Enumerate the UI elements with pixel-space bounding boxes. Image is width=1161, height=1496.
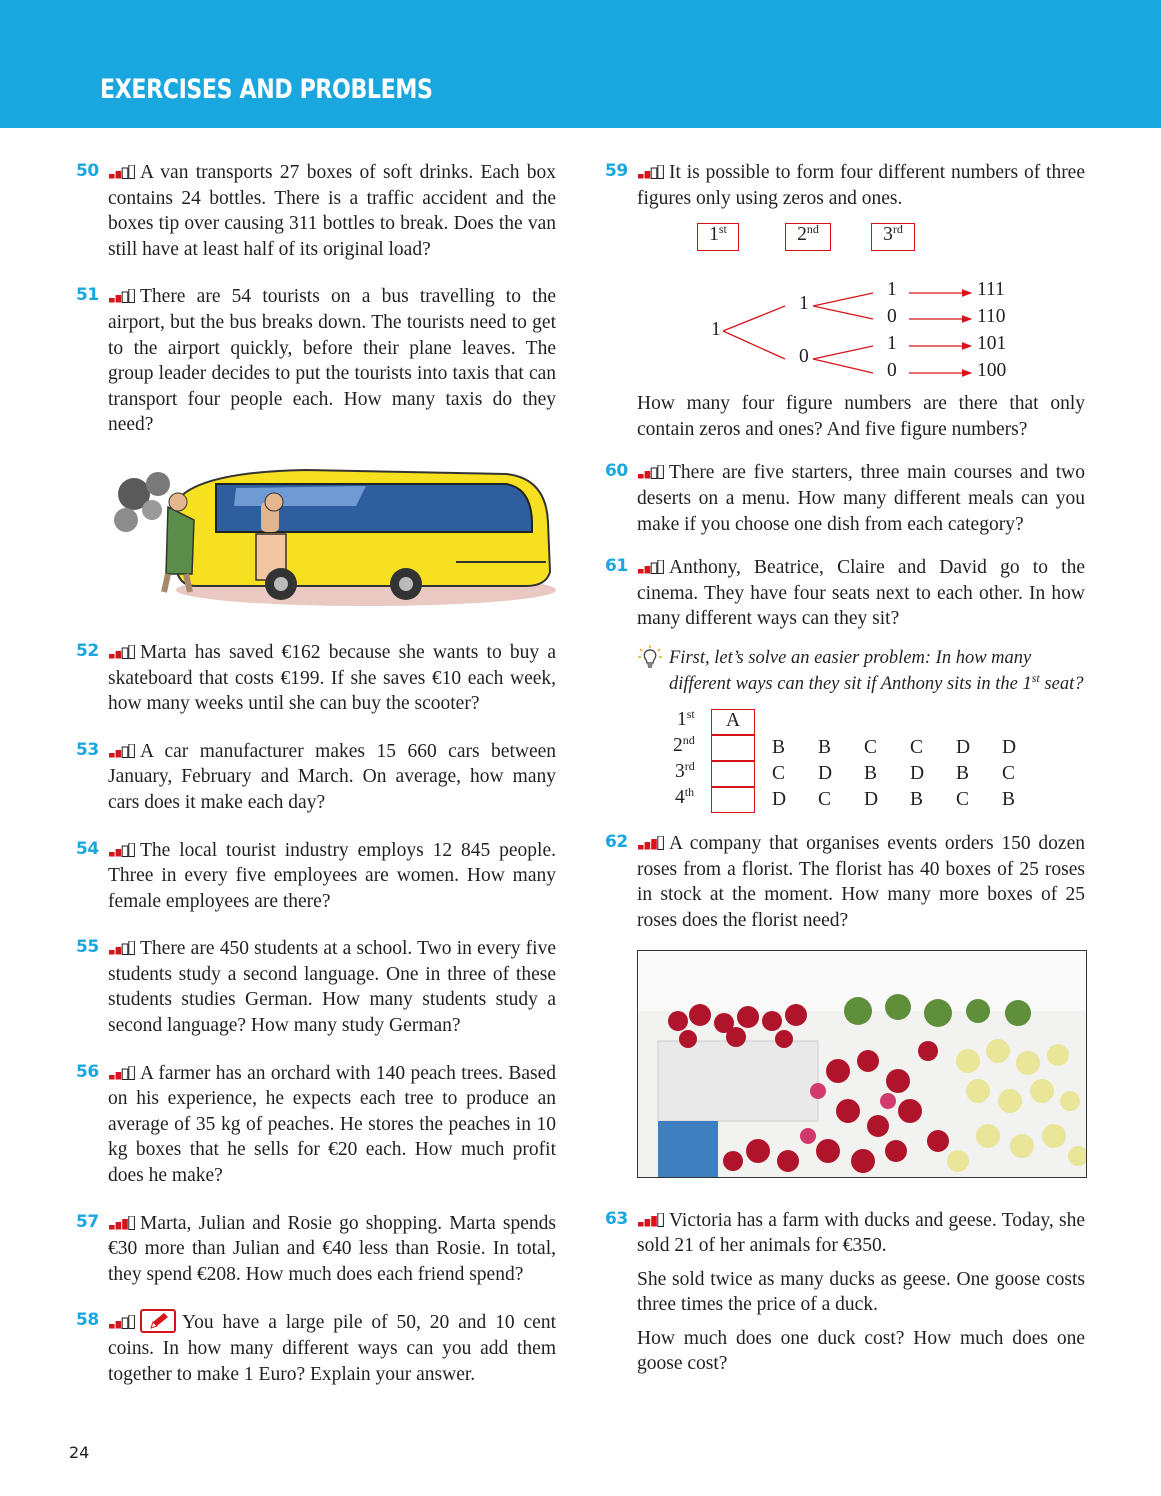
difficulty-bar (122, 747, 128, 758)
exercise-text: It is possible to form four different numbers of three figures only using zeros and ones. (637, 162, 1085, 209)
lightbulb-icon (637, 644, 663, 670)
exercise-58 (76, 1309, 556, 1387)
roses-photo (637, 950, 1087, 1178)
seat-cell: D (956, 737, 971, 759)
exercise-number: 62 (605, 832, 628, 853)
exercise-text: Marta has saved €162 because she wants to buy a skateboard that costs €199. If she saves €10 each week, how many weeks until she can buy the scooter? (108, 641, 556, 715)
difficulty-bar (638, 174, 644, 179)
exercise-56 (76, 1061, 556, 1189)
exercise-text: A farmer has an orchard with 140 peach trees. Based on his experience, he expects each tree to produce an average of 35 kg of peaches. He stores the peaches in 10 kg boxes that he sells for €20 each. How much profit does he make? (108, 1062, 556, 1187)
tree-result: 111 (977, 279, 1005, 301)
difficulty-bar (129, 941, 135, 955)
difficulty-bar (658, 560, 664, 574)
difficulty-bar (129, 1315, 135, 1329)
difficulty-bar (658, 1213, 664, 1227)
exercise-60 (605, 460, 1085, 537)
seat-cell: C (772, 763, 786, 785)
difficulty-bar (645, 842, 651, 850)
difficulty-bar (638, 474, 644, 479)
tree-mid-0: 0 (799, 346, 809, 368)
difficulty-bar (129, 1216, 135, 1230)
difficulty-icon (637, 465, 665, 479)
difficulty-bar (116, 849, 122, 857)
seat-cell: D (1002, 737, 1017, 759)
difficulty-bar (109, 174, 115, 179)
difficulty-bar (122, 292, 128, 303)
difficulty-bar (645, 1219, 651, 1227)
exercise-text: A car manufacturer makes 15 660 cars between January, February and March. On average, how many cars does it make each day? (108, 740, 556, 813)
difficulty-bar (638, 1222, 644, 1227)
seat-cell: C (1002, 763, 1016, 785)
seat-cell: D (864, 789, 879, 811)
exercise-51 (76, 284, 556, 438)
tree-mid-1: 1 (799, 293, 809, 315)
exercise-number: 55 (76, 937, 99, 958)
difficulty-icon (108, 1216, 136, 1230)
difficulty-bar (109, 1225, 115, 1230)
difficulty-bar (129, 1066, 135, 1080)
exercise-text: A company that organises events orders 150 dozen roses from a florist. The florist has 40 boxes of 25 roses in stock at the moment. How many more boxes of 25 roses does the florist need? (637, 833, 1085, 931)
exercise-number: 53 (76, 739, 99, 760)
difficulty-bar (116, 1222, 122, 1230)
exercise-59-question (605, 391, 1085, 442)
position-label-3: 3rd (871, 223, 915, 251)
broken-down-bus-illustration (106, 462, 556, 612)
difficulty-icon (108, 941, 136, 955)
difficulty-icon (108, 1066, 136, 1080)
difficulty-bar (122, 846, 128, 857)
difficulty-bar (645, 471, 651, 479)
tree-result: 100 (977, 360, 1007, 382)
difficulty-bar (129, 645, 135, 659)
difficulty-icon (637, 836, 665, 850)
seat-cell: C (956, 789, 970, 811)
position-label-2: 2nd (785, 223, 831, 251)
difficulty-bar (122, 1318, 128, 1329)
seat-row: 4th (675, 785, 695, 809)
seat-arrangement-table (605, 709, 1085, 819)
difficulty-icon (637, 560, 665, 574)
page-number: 24 (69, 1443, 90, 1462)
difficulty-bar (109, 1075, 115, 1080)
difficulty-bar (122, 648, 128, 659)
exercise-61-tip (605, 646, 1085, 697)
exercise-text: Anthony, Beatrice, Claire and David go to the cinema. They have four seats next to each other. In how many different ways can they sit? (637, 557, 1085, 630)
difficulty-icon (637, 165, 665, 179)
seat-box (711, 761, 755, 787)
exercise-53 (76, 739, 556, 816)
exercise-text: Victoria has a farm with ducks and geese. Today, she sold 21 of her animals for €350. (637, 1209, 1085, 1257)
exercise-text: The local tourist industry employs 12 845 people. Three in every five employees are women. How many female employees are there? (108, 839, 556, 912)
seat-cell: B (956, 763, 970, 785)
difficulty-bar (129, 843, 135, 857)
header-banner (0, 0, 1161, 128)
seat-cell: B (772, 737, 786, 759)
right-column (605, 160, 1085, 1377)
difficulty-bar (122, 944, 128, 955)
exercise-number: 58 (76, 1310, 99, 1331)
exercise-text: There are 450 students at a school. Two in every five students study a second language. One in three of these students studies German. How many students study a second language? How many study German? (108, 938, 556, 1037)
difficulty-bar (116, 171, 122, 179)
seat-cell: C (864, 737, 878, 759)
seat-row: 2nd (673, 733, 695, 757)
exercise-number: 60 (605, 461, 628, 482)
difficulty-bar (116, 947, 122, 955)
exercise-text: There are 54 tourists on a bus travelling to the airport, but the bus breaks down. The tourists need to get to the airport quickly, before their plane leaves. The group leader decides to put the tourists into taxis that can transport four people each. How many taxis do they need? (108, 286, 556, 436)
seat-cell: D (910, 763, 925, 785)
exercise-text-p3: How much does one duck cost? How much does one goose cost? (637, 1327, 1085, 1375)
difficulty-bar (122, 168, 128, 179)
seat-cell: B (864, 763, 878, 785)
difficulty-bar (129, 289, 135, 303)
difficulty-bar (658, 836, 664, 850)
seat-cell: B (818, 737, 832, 759)
difficulty-bar (651, 468, 657, 479)
difficulty-icon (108, 645, 136, 659)
exercise-number: 54 (76, 838, 99, 859)
seat-box-fixed: A (711, 709, 755, 735)
tree-leaf: 0 (887, 360, 897, 382)
difficulty-bar (109, 654, 115, 659)
difficulty-icon (108, 744, 136, 758)
seat-box (711, 735, 755, 761)
left-column (76, 160, 556, 1387)
seat-row: 1st (677, 707, 695, 731)
tree-leaf: 0 (887, 306, 897, 328)
difficulty-bar (109, 298, 115, 303)
seat-cell: D (772, 789, 787, 811)
exercise-text: There are five starters, three main courses and two deserts on a menu. How many different meals can you make if you choose one dish from each category? (637, 462, 1085, 535)
difficulty-bar (116, 1072, 122, 1080)
exercise-50 (76, 160, 556, 262)
difficulty-icon (108, 165, 136, 179)
difficulty-bar (651, 563, 657, 574)
exercise-text-p2: She sold twice as many ducks as geese. One goose costs three times the price of a duck. (637, 1268, 1085, 1316)
exercise-54 (76, 838, 556, 915)
difficulty-bar (109, 950, 115, 955)
seat-box (711, 787, 755, 813)
difficulty-bar (129, 744, 135, 758)
page-title: EXERCISES AND PROBLEMS (100, 74, 433, 105)
exercise-55 (76, 936, 556, 1038)
difficulty-bar (658, 165, 664, 179)
exercise-text: Marta, Julian and Rosie go shopping. Marta spends €30 more than Julian and €40 less than Rosie. In total, they spend €208. How much does each friend spend? (108, 1212, 556, 1285)
tip-sup: st (1031, 670, 1040, 685)
difficulty-icon (637, 1213, 665, 1227)
exercise-52 (76, 640, 556, 717)
seat-cell: C (818, 789, 832, 811)
difficulty-bar (122, 1219, 128, 1230)
exercise-number: 59 (605, 161, 628, 181)
exercise-57 (76, 1211, 556, 1288)
exercise-text: You have a large pile of 50, 20 and 10 cent coins. In how many different ways can you add them together to make 1 Euro? Explain your answer. (108, 1312, 556, 1385)
difficulty-bar (116, 651, 122, 659)
exercise-number: 57 (76, 1211, 99, 1232)
tree-diagram (605, 221, 1085, 389)
difficulty-bar (658, 465, 664, 479)
exercise-number: 50 (76, 161, 99, 181)
difficulty-bar (129, 165, 135, 179)
difficulty-bar (638, 569, 644, 574)
difficulty-bar (638, 845, 644, 850)
exercise-63 (605, 1208, 1085, 1378)
exercise-text: A van transports 27 boxes of soft drinks. Each box contains 24 bottles. There is a traffic accident and the boxes tip over causing 311 bottles to break. Does the van still have at least half of its original load? (108, 162, 556, 260)
difficulty-bar (116, 1321, 122, 1329)
difficulty-bar (109, 852, 115, 857)
exercise-62 (605, 831, 1085, 933)
exercise-text: How many four figure numbers are there that only contain zeros and ones? And five figure numbers? (637, 393, 1085, 440)
tree-leaf: 1 (887, 333, 897, 355)
pencil-icon (140, 1309, 176, 1333)
exercise-number: 61 (605, 556, 628, 577)
difficulty-icon (108, 289, 136, 303)
difficulty-bar (645, 566, 651, 574)
exercise-61 (605, 555, 1085, 632)
difficulty-bar (109, 753, 115, 758)
tree-root: 1 (711, 319, 721, 341)
exercise-number: 51 (76, 285, 99, 306)
exercise-number: 63 (605, 1208, 628, 1229)
difficulty-bar (109, 1324, 115, 1329)
difficulty-icon (108, 843, 136, 857)
tip-text-end: seat? (1039, 673, 1084, 694)
seat-cell: D (818, 763, 833, 785)
exercise-59 (605, 160, 1085, 211)
difficulty-bar (122, 1069, 128, 1080)
difficulty-bar (651, 839, 657, 850)
seat-cell: B (910, 789, 924, 811)
difficulty-bar (116, 750, 122, 758)
seat-cell: C (910, 737, 924, 759)
exercise-number: 56 (76, 1061, 99, 1082)
seat-cell: B (1002, 789, 1016, 811)
tree-result: 110 (977, 306, 1006, 328)
tree-result: 101 (977, 333, 1007, 355)
tree-branches (605, 221, 1085, 389)
difficulty-bar (651, 168, 657, 179)
difficulty-bar (645, 171, 651, 179)
exercise-number: 52 (76, 640, 99, 661)
seat-row: 3rd (675, 759, 695, 783)
position-label-1: 1st (697, 223, 739, 251)
difficulty-bar (116, 295, 122, 303)
tree-leaf: 1 (887, 279, 897, 301)
difficulty-icon (108, 1315, 136, 1329)
difficulty-bar (651, 1216, 657, 1227)
tip-text: First, let’s solve an easier problem: In how many different ways can they sit if Anthony sits in the 1 (669, 647, 1032, 694)
